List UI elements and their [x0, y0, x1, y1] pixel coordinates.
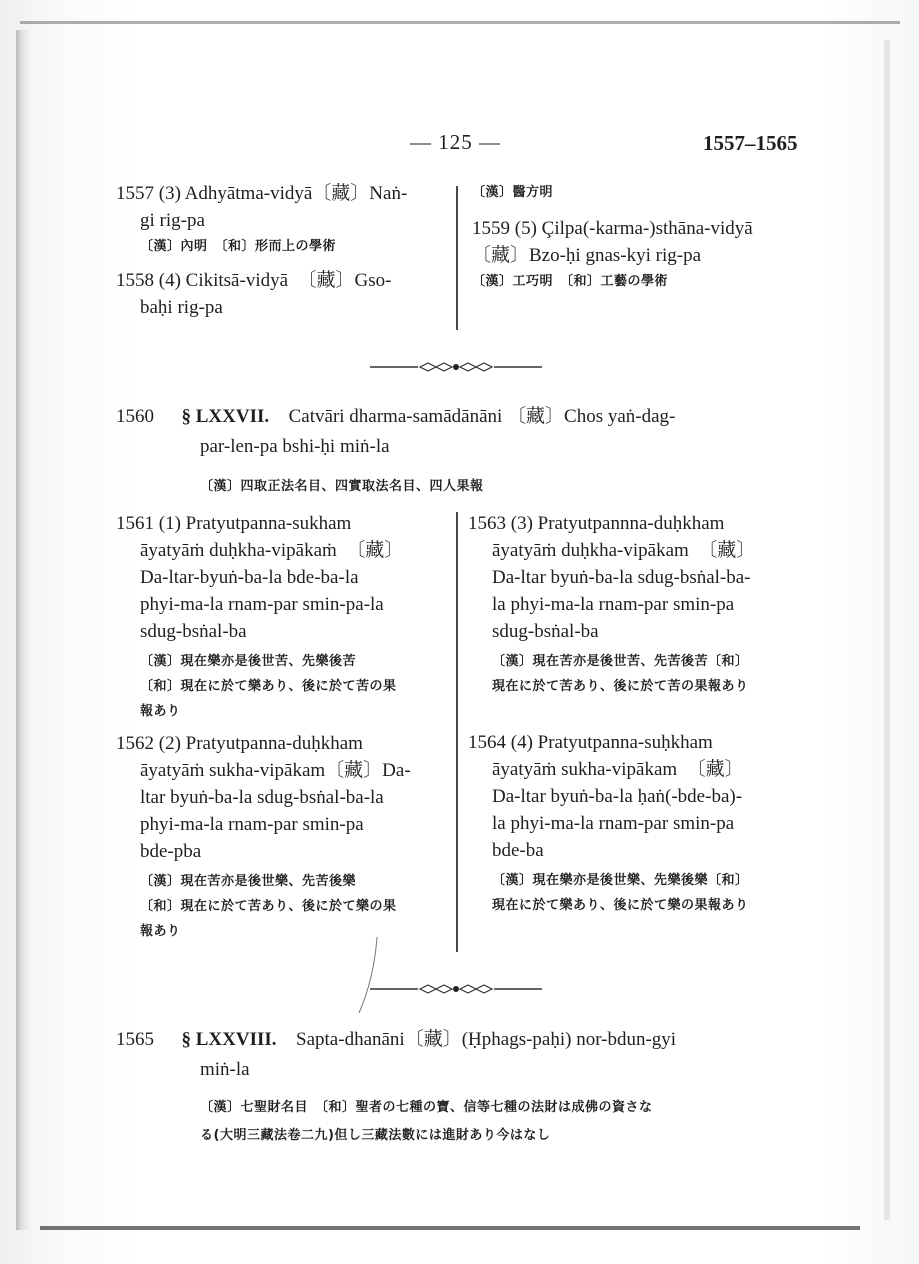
entry-1563-line-4: la phyi-ma-la rnam-par smin-pa — [492, 594, 735, 615]
entry-1560-line-1: Catvāri dharma-samādānāni 〔藏〕Chos yaṅ-dag- — [288, 406, 676, 427]
ornament-divider-1 — [370, 360, 542, 374]
entry-1563-line-3: Da-ltar byuṅ-ba-la sdug-bsṅal-ba- — [492, 567, 751, 588]
entry-1561-line-4: phyi-ma-la rnam-par smin-pa-la — [140, 594, 384, 615]
entry-1562-line-1: 1562 (2) Pratyutpanna-duḥkham — [116, 733, 363, 754]
entry-1564-sub-2: 現在に於て樂あり、後に於て樂の果報あり — [492, 898, 749, 913]
entry-1561-line-1: 1561 (1) Pratyutpanna-sukham — [116, 513, 352, 534]
entry-1563-sub-1: 〔漢〕現在苦亦是後世苦、先苦後苦〔和〕 — [492, 654, 749, 669]
entry-1562-sub-2: 〔和〕現在に於て苦あり、後に於て樂の果 — [140, 899, 397, 914]
ornament-divider-2 — [370, 982, 542, 996]
pencil-mark — [355, 935, 385, 1015]
entry-1561-sub-2: 〔和〕現在に於て樂あり、後に於て苦の果 — [140, 679, 397, 694]
entry-1564-line-5: bde-ba — [492, 840, 544, 861]
bottom-edge-line — [40, 1226, 860, 1230]
entry-1564-sub-1: 〔漢〕現在樂亦是後世樂、先樂後樂〔和〕 — [492, 873, 749, 888]
entry-1563-line-5: sdug-bsṅal-ba — [492, 621, 599, 642]
top-edge-line — [20, 21, 900, 24]
entry-1557-line-2: gi rig-pa — [140, 210, 205, 231]
entry-1565 — [116, 1025, 676, 1054]
entry-1565-sub-1: 〔漢〕七聖財名目 〔和〕聖者の七種の寶、信等七種の法財は成佛の資さな — [200, 1100, 653, 1115]
entry-1563-sub-2: 現在に於て苦あり、後に於て苦の果報あり — [492, 679, 749, 694]
entry-1560 — [116, 402, 675, 431]
entry-1562-line-5: bde-pba — [140, 841, 202, 862]
entry-1558-sub-1: 〔漢〕醫方明 — [472, 185, 554, 200]
entry-1558-line-1: 1558 (4) Cikitsā-vidyā 〔藏〕Gso- — [116, 270, 392, 291]
entry-1562-sub-3: 報あり — [140, 924, 181, 939]
entry-1559-line-1: 1559 (5) Çilpa(-karma-)sthāna-vidyā — [472, 218, 753, 239]
entry-1557-line-1: 1557 (3) Adhyātma-vidyā〔藏〕Naṅ- — [116, 183, 408, 204]
column-divider-bottom — [456, 512, 458, 952]
entry-1564-line-1: 1564 (4) Pratyutpanna-suḥkham — [468, 732, 713, 753]
entry-1565-number: 1565 — [116, 1029, 154, 1050]
entry-1560-line-2: par-len-pa bshi-ḥi miṅ-la — [200, 436, 390, 457]
entry-1561 — [116, 510, 411, 944]
right-edge-shadow — [884, 40, 890, 1220]
page-number: — 125 — — [410, 130, 501, 154]
entry-1561-sub-1: 〔漢〕現在樂亦是後世苦、先樂後苦 — [140, 654, 357, 669]
entry-1560-number: 1560 — [116, 406, 154, 427]
entry-1562-line-4: phyi-ma-la rnam-par smin-pa — [140, 814, 364, 835]
entry-1558-1559 — [472, 180, 753, 294]
entry-1558-line-2: baḥi rig-pa — [140, 297, 223, 318]
entry-1563-1564 — [468, 510, 755, 918]
entry-1560-line-2-wrap — [200, 432, 390, 461]
binding-shadow — [16, 30, 30, 1230]
entry-1560-sub-1: 〔漢〕四取正法名目、四實取法名目、四人果報 — [200, 479, 484, 494]
entry-1564-line-4: la phyi-ma-la rnam-par smin-pa — [492, 813, 735, 834]
entry-1562-line-2: āyatyāṁ sukha-vipākam〔藏〕Da- — [140, 760, 411, 781]
entry-1557 — [116, 180, 407, 321]
entry-1557-sub-1: 〔漢〕內明 〔和〕形而上の學術 — [140, 239, 337, 254]
entry-1561-sub-3: 報あり — [140, 704, 181, 719]
entry-1561-line-3: Da-ltar-byuṅ-ba-la bde-ba-la — [140, 567, 359, 588]
entry-1561-line-5: sdug-bsṅal-ba — [140, 621, 247, 642]
entry-1563-line-2: āyatyāṁ duḥkha-vipākam 〔藏〕 — [492, 540, 756, 561]
section-lxxviii-heading: § LXXVIII. — [181, 1029, 277, 1050]
column-divider-top — [456, 186, 458, 330]
entry-1562-sub-1: 〔漢〕現在苦亦是後世樂、先苦後樂 — [140, 874, 357, 889]
entry-1559-sub-1: 〔漢〕工巧明 〔和〕工藝の學術 — [472, 274, 669, 289]
entry-1562-line-3: ltar byuṅ-ba-la sdug-bsṅal-ba-la — [140, 787, 384, 808]
entry-1561-line-2: āyatyāṁ duḥkha-vipākaṁ 〔藏〕 — [140, 540, 404, 561]
entry-1563-line-1: 1563 (3) Pratyutpannna-duḥkham — [468, 513, 725, 534]
entry-1565-line-2: miṅ-la — [200, 1059, 250, 1080]
entry-1565-sub-2: る(大明三藏法卷二九)但し三藏法數には進財あり今はなし — [200, 1128, 551, 1143]
entry-1564-line-2: āyatyāṁ sukha-vipākam 〔藏〕 — [492, 759, 744, 780]
section-lxxvii-heading: § LXXVII. — [181, 406, 270, 427]
entry-1564-line-3: Da-ltar byuṅ-ba-la ḥaṅ(-bde-ba)- — [492, 786, 743, 807]
entry-1559-line-2: 〔藏〕Bzo-ḥi gnas-kyi rig-pa — [472, 245, 702, 266]
entry-1565-line-1: Sapta-dhanāni〔藏〕(Ḥphags-paḥi) nor-bdun-gyi — [296, 1029, 677, 1050]
entry-1565-line-2-wrap — [200, 1055, 250, 1084]
entry-range: 1557–1565 — [703, 131, 798, 155]
